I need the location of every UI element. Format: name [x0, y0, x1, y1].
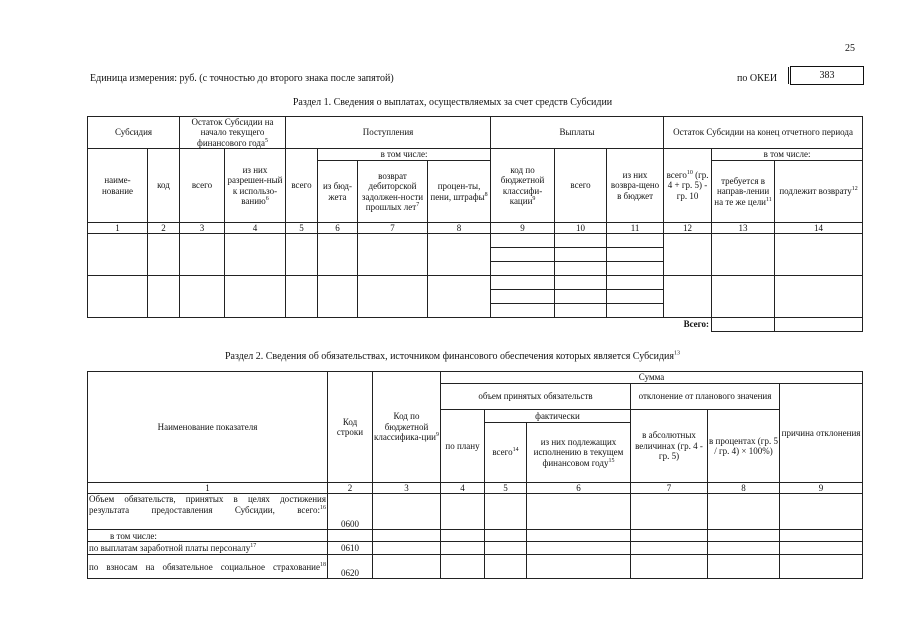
cell [358, 234, 428, 276]
header-including-end: в том числе: [712, 149, 863, 161]
header-plan: по плану [441, 410, 485, 483]
col-num: 4 [441, 483, 485, 494]
cell [485, 555, 527, 579]
cell [373, 542, 441, 555]
cell [607, 304, 664, 318]
cell [555, 290, 607, 304]
header-from-budget: из бюд-жета [318, 161, 358, 223]
cell [485, 530, 527, 542]
col-num: 6 [318, 223, 358, 234]
header-pct: в процентах (гр. 5 / гр. 4) × 100%) [708, 410, 780, 483]
table-row [88, 542, 863, 555]
cell [358, 276, 428, 318]
col-num: 14 [775, 223, 863, 234]
cell [775, 276, 863, 318]
page-number: 25 [845, 43, 855, 54]
header-total: всего [180, 149, 225, 223]
cell [607, 290, 664, 304]
cell [527, 530, 631, 542]
header-actual-current: из них подлежащих исполнению в текущем финансовом году$^{15}$ [527, 423, 631, 483]
cell [631, 555, 708, 579]
table-row [88, 530, 863, 542]
header-balance-end: Остаток Субсидии на конец отчетного периода [664, 117, 863, 149]
col-num: 10 [555, 223, 607, 234]
header-indicator: Наименование показателя [88, 372, 328, 483]
cell [318, 234, 358, 276]
header-required: требуется в направ-лении на те же цели$^{11}$ [712, 161, 775, 223]
section1-table [87, 116, 863, 332]
cell [441, 555, 485, 579]
cell [555, 234, 607, 248]
cell [88, 234, 148, 276]
cell [428, 234, 491, 276]
section2-title: Раздел 2. Сведения об обязательствах, источником финансового обеспечения которых является Субсидия$^{13}$ [224, 350, 681, 362]
col-num: 12 [664, 223, 712, 234]
total-label: Всего: [683, 319, 710, 330]
col-num: 7 [358, 223, 428, 234]
cell [664, 276, 712, 318]
cell [225, 234, 286, 276]
cell [286, 234, 318, 276]
cell [555, 276, 607, 290]
header-name: наиме-нование [88, 149, 148, 223]
col-num: 8 [428, 223, 491, 234]
total-row [88, 318, 863, 332]
row-code: 0610 [328, 542, 373, 555]
table-row [88, 494, 863, 530]
cell [708, 530, 780, 542]
col-num: 8 [708, 483, 780, 494]
cell [318, 276, 358, 318]
cell [780, 555, 863, 579]
table-row [88, 276, 863, 290]
cell [491, 290, 555, 304]
cell [485, 494, 527, 530]
cell [485, 542, 527, 555]
cell [708, 555, 780, 579]
row-name: Объем обязательств, принятых в целях достижения результата предоставления Субсидии, всего:$^{16}$ [88, 494, 328, 530]
header-receipts: Поступления [286, 117, 491, 149]
header-total-end: всего$^{10}$ (гр. 4 + гр. 5) - гр. 10 [664, 149, 712, 223]
units-line: Единица измерения: руб. (с точностью до второго знака после запятой) [90, 73, 394, 84]
col-num: 5 [485, 483, 527, 494]
col-num: 4 [225, 223, 286, 234]
header-sum: Сумма [441, 372, 863, 384]
section1-title: Раздел 1. Сведения о выплатах, осуществляемых за счет средств Субсидии [292, 97, 613, 108]
col-num: 5 [286, 223, 318, 234]
cell [607, 262, 664, 276]
header-code: код [148, 149, 180, 223]
cell [631, 530, 708, 542]
cell [712, 276, 775, 318]
cell [286, 276, 318, 318]
cell [607, 276, 664, 290]
cell [428, 276, 491, 318]
cell [148, 234, 180, 276]
col-num: 2 [148, 223, 180, 234]
cell [607, 248, 664, 262]
cell [491, 234, 555, 248]
table-row [88, 234, 863, 248]
section2-table [87, 371, 863, 579]
cell [527, 555, 631, 579]
header-row-code: Код строки [328, 372, 373, 483]
header-budget-code: Код по бюджетной классифика-ции$^9$ [373, 372, 441, 483]
cell [225, 276, 286, 318]
row-code: 0620 [328, 555, 373, 579]
cell [373, 530, 441, 542]
cell [780, 494, 863, 530]
header-deviation: отклонение от планового значения [631, 384, 780, 410]
header-total-receipts: всего [286, 149, 318, 223]
col-num: 3 [373, 483, 441, 494]
column-numbers-row [88, 483, 863, 494]
header-permitted: из них разрешен-ный к использо-ванию$^6$ [225, 149, 286, 223]
cell [491, 276, 555, 290]
header-subsidy: Субсидия [88, 117, 180, 149]
table-row [88, 555, 863, 579]
col-num: 13 [712, 223, 775, 234]
col-num: 3 [180, 223, 225, 234]
cell [664, 234, 712, 276]
cell [775, 318, 863, 332]
cell [441, 542, 485, 555]
col-num: 1 [88, 223, 148, 234]
cell [631, 494, 708, 530]
cell [607, 234, 664, 248]
cell [491, 248, 555, 262]
header-budget-code: код по бюджетной классифи-кации$^9$ [491, 149, 555, 223]
cell [180, 276, 225, 318]
cell [631, 542, 708, 555]
cell [441, 530, 485, 542]
header-interest: процен-ты, пени, штрафы$^8$ [428, 161, 491, 223]
row-code [328, 530, 373, 542]
cell [491, 262, 555, 276]
cell [712, 318, 775, 332]
cell [88, 276, 148, 318]
row-name: в том числе: [88, 530, 328, 542]
header-debt-return: возврат дебиторской задолжен-ности прошлых лет$^7$ [358, 161, 428, 223]
cell [780, 542, 863, 555]
col-num: 9 [491, 223, 555, 234]
header-abs: в абсолютных величинах (гр. 4 - гр. 5) [631, 410, 708, 483]
header-reason: причина отклонения [780, 384, 863, 483]
header-total-payments: всего [555, 149, 607, 223]
header-returned: из них возвра-щено в бюджет [607, 149, 664, 223]
col-num: 6 [527, 483, 631, 494]
col-num: 1 [88, 483, 328, 494]
cell [527, 542, 631, 555]
cell [441, 494, 485, 530]
header-including: в том числе: [318, 149, 491, 161]
cell [708, 542, 780, 555]
cell [491, 304, 555, 318]
col-num: 9 [780, 483, 863, 494]
cell [180, 234, 225, 276]
cell [555, 262, 607, 276]
cell [148, 276, 180, 318]
cell [712, 234, 775, 276]
row-name: по выплатам заработной платы персоналу$^{17}$ [88, 542, 328, 555]
cell [527, 494, 631, 530]
cell [555, 304, 607, 318]
header-actual-total: всего$^{14}$ [485, 423, 527, 483]
cell [708, 494, 780, 530]
header-accepted: объем принятых обязательств [441, 384, 631, 410]
header-balance-start: Остаток Субсидии на начало текущего финансового года$^5$ [180, 117, 286, 149]
okei-code-box: 383 [790, 66, 864, 85]
cell [780, 530, 863, 542]
cell [555, 248, 607, 262]
header-to-return: подлежит возврату$^{12}$ [775, 161, 863, 223]
cell [373, 494, 441, 530]
cell [373, 555, 441, 579]
col-num: 7 [631, 483, 708, 494]
row-code: 0600 [328, 494, 373, 530]
row-name: по взносам на обязательное социальное страхование$^{18}$ [88, 555, 328, 579]
col-num: 2 [328, 483, 373, 494]
cell [775, 234, 863, 276]
header-actual: фактически [485, 410, 631, 423]
column-numbers-row [88, 223, 863, 234]
col-num: 11 [607, 223, 664, 234]
header-payments: Выплаты [491, 117, 664, 149]
okei-label: по ОКЕИ [737, 73, 778, 84]
